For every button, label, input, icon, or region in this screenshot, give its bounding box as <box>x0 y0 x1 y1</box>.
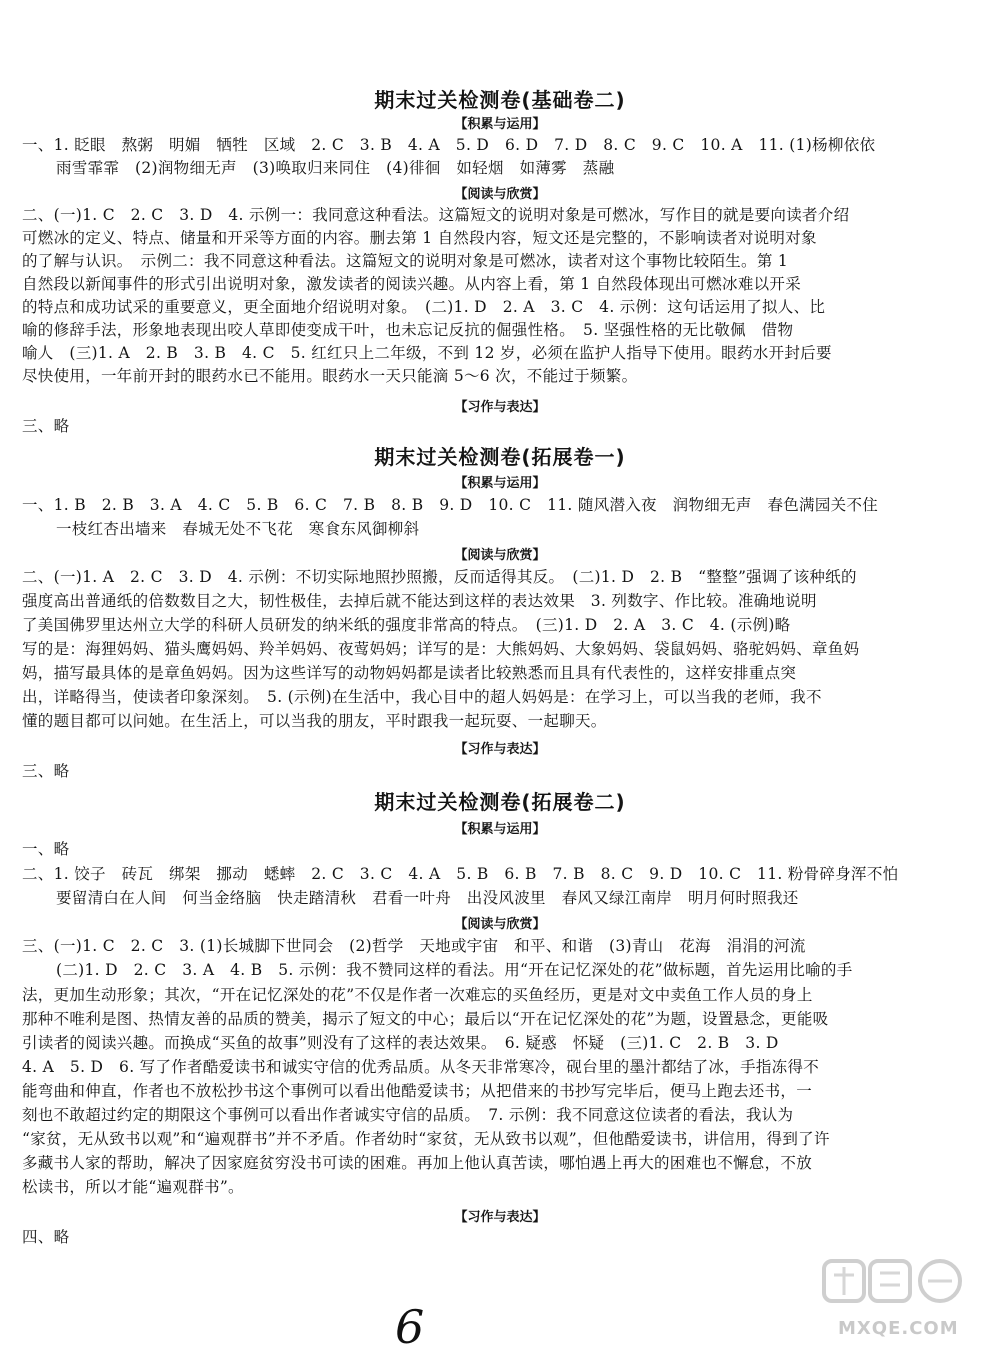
subheading-accumulation: 【积累与运用】 <box>454 117 546 132</box>
answer-line: 一、1. 眨眼 熬粥 明媚 牺牲 区域 2. C 3. B 4. A 5. D 6. D 7. D 8. C 9. C 10. A 11. (1)杨柳依依 <box>22 136 876 154</box>
answer-line: 自然段以新闻事件的形式引出说明对象，激发读者的阅读兴趣。从内容上看，第 1 自然段体现出可燃冰难以开采 <box>22 275 802 293</box>
subheading-writing: 【习作与表达】 <box>454 400 546 415</box>
answer-line: “家贫，无从致书以观”和“遍观群书”并不矛盾。作者幼时“家贫，无从致书以观”，但他酷爱读书，讲信用，得到了许 <box>22 1130 830 1148</box>
answer-line: (二)1. D 2. C 3. A 4. B 5. 示例：我不赞同这样的看法。用“开在记忆深处的花”做标题，首先运用比喻的手 <box>56 961 853 979</box>
answer-line: 强度高出普通纸的倍数数目之大，韧性极佳，去掉后就不能达到这样的表达效果 3. 列数字、作比较。准确地说明 <box>22 592 817 610</box>
answer-line: 法，更加生动形象；其次，“开在记忆深处的花”不仅是作者一次难忘的买鱼经历，更是对文中卖鱼工作人员的身上 <box>22 986 813 1004</box>
answer-line: 了美国佛罗里达州立大学的科研人员研发的纳米纸的强度非常高的特点。 (三)1. D 2. A 3. C 4. (示例)略 <box>22 616 791 634</box>
answer-line: 二、(一)1. A 2. C 3. D 4. 示例：不切实际地照抄照搬，反而适得其反。 (二)1. D 2. B “整整”强调了该种纸的 <box>22 568 857 586</box>
subheading-reading: 【阅读与欣赏】 <box>454 548 546 563</box>
answer-line: 出，详略得当，使读者印象深刻。 5. (示例)在生活中，我心目中的超人妈妈是：在学习上，可以当我的老师，我不 <box>22 688 822 706</box>
subheading-writing: 【习作与表达】 <box>454 1210 546 1225</box>
answer-line: 懂的题目都可以问她。在生活上，可以当我的朋友，平时跟我一起玩耍、一起聊天。 <box>22 712 607 730</box>
answer-line: 一、1. B 2. B 3. A 4. C 5. B 6. C 7. B 8. B 9. D 10. C 11. 随风潜入夜 润物细无声 春色满园关不住 <box>22 496 879 514</box>
answer-line: 三、略 <box>22 762 70 780</box>
subheading-reading: 【阅读与欣赏】 <box>454 187 546 202</box>
answer-line: 一枝红杏出墙来 春城无处不飞花 寒食东风御柳斜 <box>56 520 420 538</box>
answer-line: 要留清白在人间 何当金络脑 快走踏清秋 君看一叶舟 出没风波里 春风又绿江南岸 明月何时照我还 <box>56 889 799 907</box>
answer-line: 喻人 (三)1. A 2. B 3. B 4. C 5. 红红只上二年级，不到 12 岁，必须在监护人指导下使用。眼药水开封后要 <box>22 344 832 362</box>
watermark-text: MXQE.COM <box>838 1318 959 1339</box>
page-number: 6 <box>395 1300 425 1354</box>
answer-line: 二、1. 饺子 砖瓦 绑架 挪动 蟋蟀 2. C 3. C 4. A 5. B 6. B 7. B 8. C 9. D 10. C 11. 粉骨碎身浑不怕 <box>22 865 899 883</box>
answer-line: 能弯曲和伸直，作者也不放松抄书这个事例可以看出他酷爱读书；从把借来的书抄写完毕后，便马上跑去还书，一 <box>22 1082 813 1100</box>
answer-line: 妈，描写最具体的是章鱼妈妈。因为这些详写的动物妈妈都是读者比较熟悉而且具有代表性的，这样安排重点突 <box>22 664 797 682</box>
answer-line: 那种不唯利是图、热情友善的品质的赞美，揭示了短文的中心；最后以“开在记忆深处的花”为题，设置悬念，更能吸 <box>22 1010 829 1028</box>
section-title-basic-2: 期末过关检测卷(基础卷二) <box>374 88 626 112</box>
answer-line: 引读者的阅读兴趣。而换成“买鱼的故事”则没有了这样的表达效果。 6. 疑惑 怀疑 (三)1. C 2. B 3. D <box>22 1034 779 1052</box>
answer-line: 四、略 <box>22 1228 70 1246</box>
answer-line: 三、(一)1. C 2. C 3. (1)长城脚下世同会 (2)哲学 天地或宇宙 和平、和谐 (3)青山 花海 涓涓的河流 <box>22 937 806 955</box>
section-title-extension-2: 期末过关检测卷(拓展卷二) <box>374 790 626 814</box>
answer-line: 二、(一)1. C 2. C 3. D 4. 示例一：我同意这种看法。这篇短文的说明对象是可燃冰，写作目的就是要向读者介绍 <box>22 206 850 224</box>
subheading-accumulation: 【积累与运用】 <box>454 476 546 491</box>
answer-line: 雨雪霏霏 (2)润物细无声 (3)唤取归来同住 (4)徘徊 如轻烟 如薄雾 蒸融 <box>56 159 615 177</box>
answer-line: 多藏书人家的帮助，解决了因家庭贫穷没书可读的困难。再加上他认真苦读，哪怕遇上再大的困难也不懈怠，不放 <box>22 1154 813 1172</box>
subheading-writing: 【习作与表达】 <box>454 742 546 757</box>
subheading-accumulation: 【积累与运用】 <box>454 822 546 837</box>
answer-line: 的了解与认识。 示例二：我不同意这种看法。这篇短文的说明对象是可燃冰，读者对这个事物比较陌生。第 1 <box>22 252 789 270</box>
subheading-reading: 【阅读与欣赏】 <box>454 917 546 932</box>
answer-line: 刻也不敢超过约定的期限这个事例可以看出作者诚实守信的品质。 7. 示例：我不同意这位读者的看法，我认为 <box>22 1106 794 1124</box>
answer-line: 尽快使用，一年前开封的眼药水已不能用。眼药水一天只能滴 5～6 次，不能过于频繁。 <box>22 367 638 385</box>
answer-line: 写的是：海狸妈妈、猫头鹰妈妈、羚羊妈妈、夜莺妈妈；详写的是：大熊妈妈、大象妈妈、袋鼠妈妈、骆驼妈妈、章鱼妈 <box>22 640 860 658</box>
answer-line: 4. A 5. D 6. 写了作者酷爱读书和诚实守信的优秀品质。从冬天非常寒冷，砚台里的墨汁都结了冰，手指冻得不 <box>22 1058 820 1076</box>
answer-line: 松读书，所以才能“遍观群书”。 <box>22 1178 244 1196</box>
answer-line: 的特点和成功试采的重要意义，更全面地介绍说明对象。 (二)1. D 2. A 3. C 4. 示例：这句话运用了拟人、比 <box>22 298 826 316</box>
answer-line: 喻的修辞手法，形象地表现出咬人草即使变成干叶，也未忘记反抗的倔强性格。 5. 坚强性格的无比敬佩 借物 <box>22 321 794 339</box>
answer-line: 一、略 <box>22 840 70 858</box>
section-title-extension-1: 期末过关检测卷(拓展卷一) <box>374 445 626 469</box>
answer-line: 可燃冰的定义、特点、储量和开采等方面的内容。删去第 1 自然段内容，短文还是完整的，不影响读者对说明对象 <box>22 229 817 247</box>
answer-line: 三、略 <box>22 417 70 435</box>
